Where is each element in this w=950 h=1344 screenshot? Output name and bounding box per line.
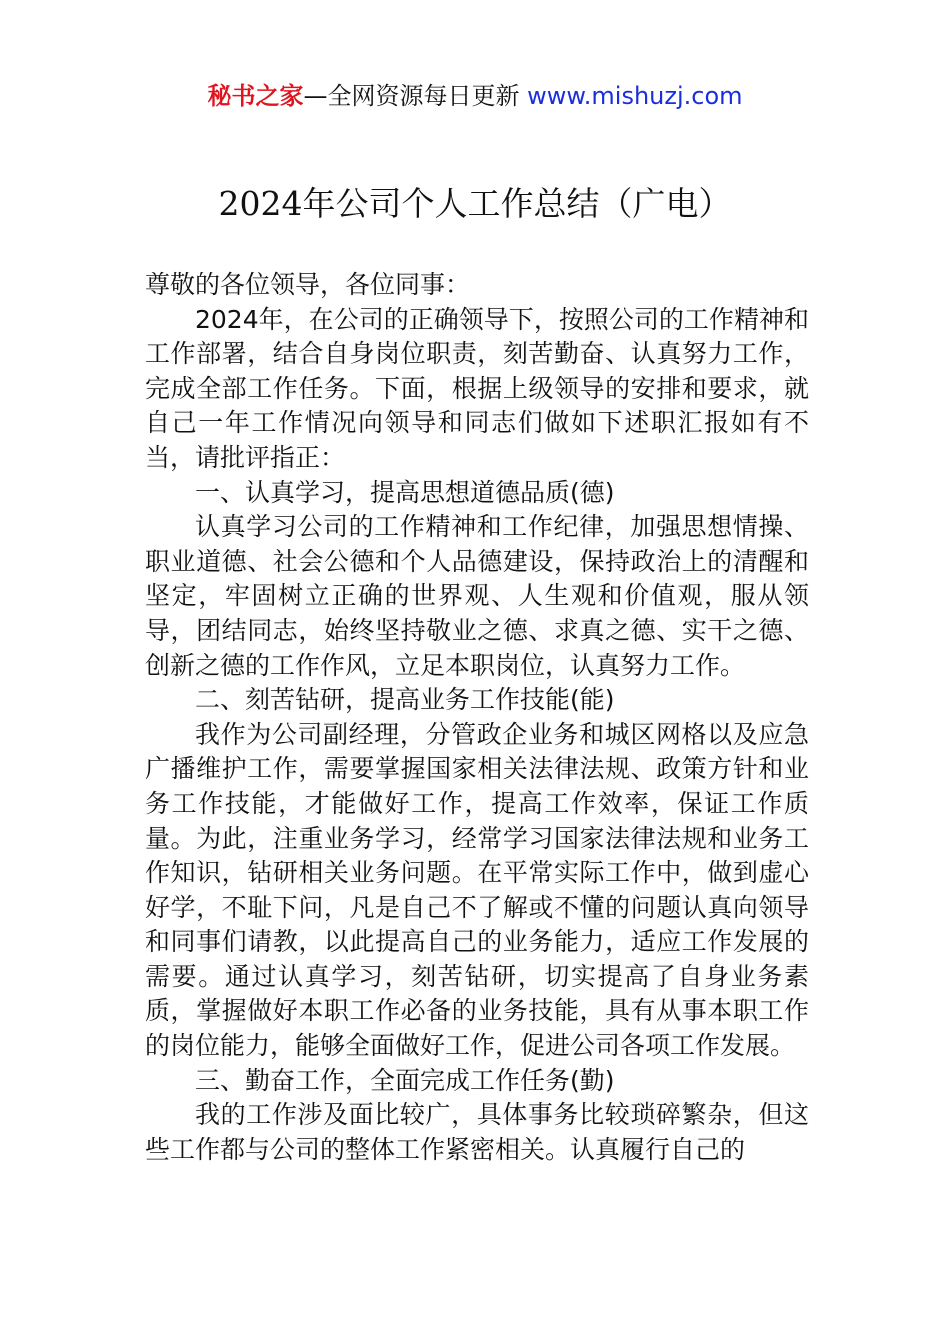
section-heading-3: 三、勤奋工作，全面完成工作任务(勤) bbox=[195, 1065, 615, 1095]
section-2-paragraph: 我作为公司副经理，分管政企业务和城区网格以及应急广播维护工作，需要掌握国家相关法律法规、政策方针和业务工作技能，才能做好工作，提高工作效率，保证工作质量。为此，注重业务学习，经常学习国家法律法规和业务工作知识，钻研相关业务问题。在平常实际工作中，做到虚心好学，不耻下问，凡是自己不了解或不懂的问题认真向领导和同事们请教，以此提高自己的业务能力，适应工作发展的需要。通过认真学习，刻苦钻研，切实提高了自身业务素质，掌握做好本职工作必备的业务技能，具有从事本职工作的岗位能力，能够全面做好工作，促进公司各项工作发展。 bbox=[145, 719, 809, 1061]
section-heading-2: 二、刻苦钻研，提高业务工作技能(能) bbox=[195, 685, 615, 715]
salutation: 尊敬的各位领导，各位同事： bbox=[145, 270, 471, 299]
intro-paragraph: 2024年，在公司的正确领导下，按照公司的工作精神和工作部署，结合自身岗位职责，刻苦勤奋、认真努力工作，完成全部工作任务。下面，根据上级领导的安排和要求，就自己一年工作情况向领导和同志们做如下述职汇报如有不当，请批评指正： bbox=[145, 304, 809, 472]
site-tagline: —全网资源每日更新 bbox=[303, 82, 528, 110]
document-title: 2024年公司个人工作总结（广电） bbox=[218, 184, 732, 223]
site-header bbox=[0, 80, 950, 112]
site-brand: 秘书之家 bbox=[207, 82, 304, 110]
section-1-paragraph: 认真学习公司的工作精神和工作纪律，加强思想情操、职业道德、社会公德和个人品德建设，保持政治上的清醒和坚定，牢固树立正确的世界观、人生观和价值观，服从领导，团结同志，始终坚持敬业之德、求真之德、实干之德、创新之德的工作作风，立足本职岗位，认真努力工作。 bbox=[145, 512, 809, 680]
section-heading-1: 一、认真学习，提高思想道德品质(德) bbox=[195, 477, 615, 507]
document-body bbox=[145, 268, 809, 1167]
section-3-paragraph: 我的工作涉及面比较广，具体事务比较琐碎繁杂，但这些工作都与公司的整体工作紧密相关。认真履行自己的 bbox=[145, 1100, 809, 1164]
site-url-link[interactable]: www.mishuzj.com bbox=[527, 82, 743, 110]
